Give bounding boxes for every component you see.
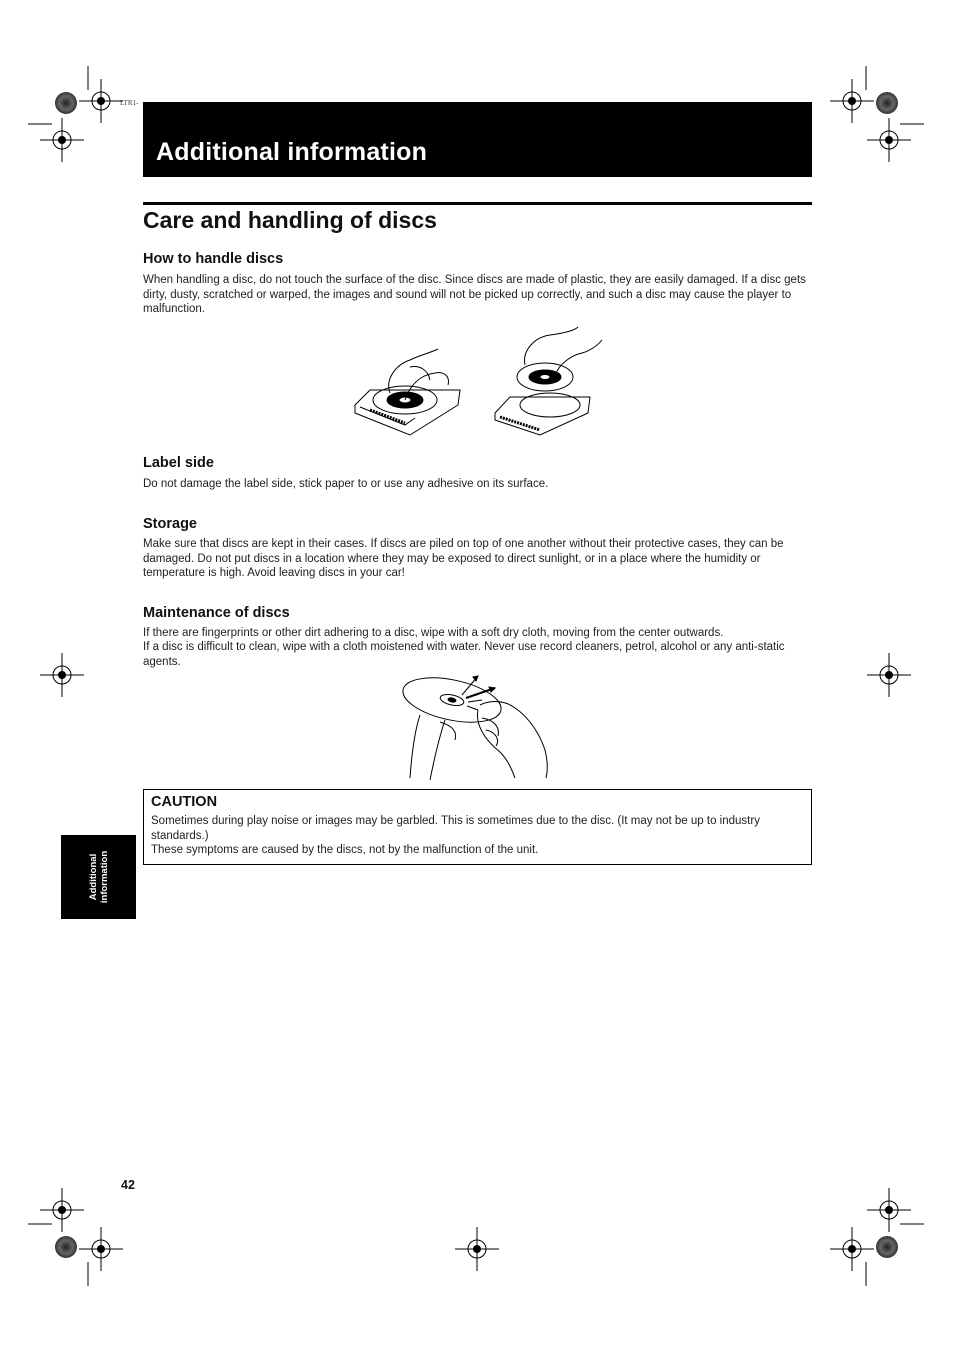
caution-line-2: These symptoms are caused by the discs, not by the malfunction of the unit. [151, 844, 539, 856]
caution-title: CAUTION [151, 794, 218, 810]
side-tab-label [88, 851, 110, 903]
disc-handling-illustration [350, 325, 610, 440]
color-target-icon [876, 1236, 898, 1258]
disc-cleaning-illustration [400, 670, 555, 782]
subhead-maintenance: Maintenance of discs [143, 605, 290, 621]
page-number: 42 [121, 1178, 135, 1192]
chapter-side-tab [61, 835, 136, 919]
subhead-how-to-handle: How to handle discs [143, 251, 284, 267]
caution-box [143, 789, 812, 865]
color-target-icon [876, 92, 898, 114]
paragraph-storage: Make sure that discs are kept in their cases. If discs are piled on top of one another without their protective cases, they can be damaged. Do not put discs in a location where they may be exposed to direct sunlight, or in a place where the humidity or temperature is high. Avoid leaving discs in your car! [143, 538, 784, 579]
section-rule [143, 202, 812, 205]
print-slug: LTR1- [120, 99, 139, 107]
chapter-title: Additional information [156, 138, 428, 166]
chapter-header [143, 102, 812, 177]
side-tab-line-1: Additional [87, 853, 99, 901]
section-title: Care and handling of discs [143, 207, 437, 233]
paragraph-label-side: Do not damage the label side, stick paper to or use any adhesive on its surface. [143, 478, 549, 490]
subhead-label-side: Label side [143, 455, 214, 471]
caution-line-1: Sometimes during play noise or images may be garbled. This is sometimes due to the disc. (It may not be up to industry standards.) [151, 815, 760, 842]
paragraph-maintenance-1: If there are fingerprints or other dirt adhering to a disc, wipe with a soft dry cloth, moving from the center outwards. [143, 627, 724, 639]
paragraph-maintenance-2: If a disc is difficult to clean, wipe with a cloth moistened with water. Never use record cleaners, petrol, alcohol or any anti-static agents. [143, 641, 785, 668]
color-target-icon [55, 1236, 77, 1258]
subhead-storage: Storage [143, 516, 197, 532]
side-tab-line-2: information [98, 850, 110, 904]
caution-text [151, 814, 801, 858]
color-target-icon [55, 92, 77, 114]
paragraph-how-to-handle: When handling a disc, do not touch the surface of the disc. Since discs are made of plastic, they are easily damaged. If a disc gets dirty, dusty, scratched or warped, the images and sound will not be picked up correctly, and such a disc may cause the player to malfunction. [143, 274, 806, 315]
